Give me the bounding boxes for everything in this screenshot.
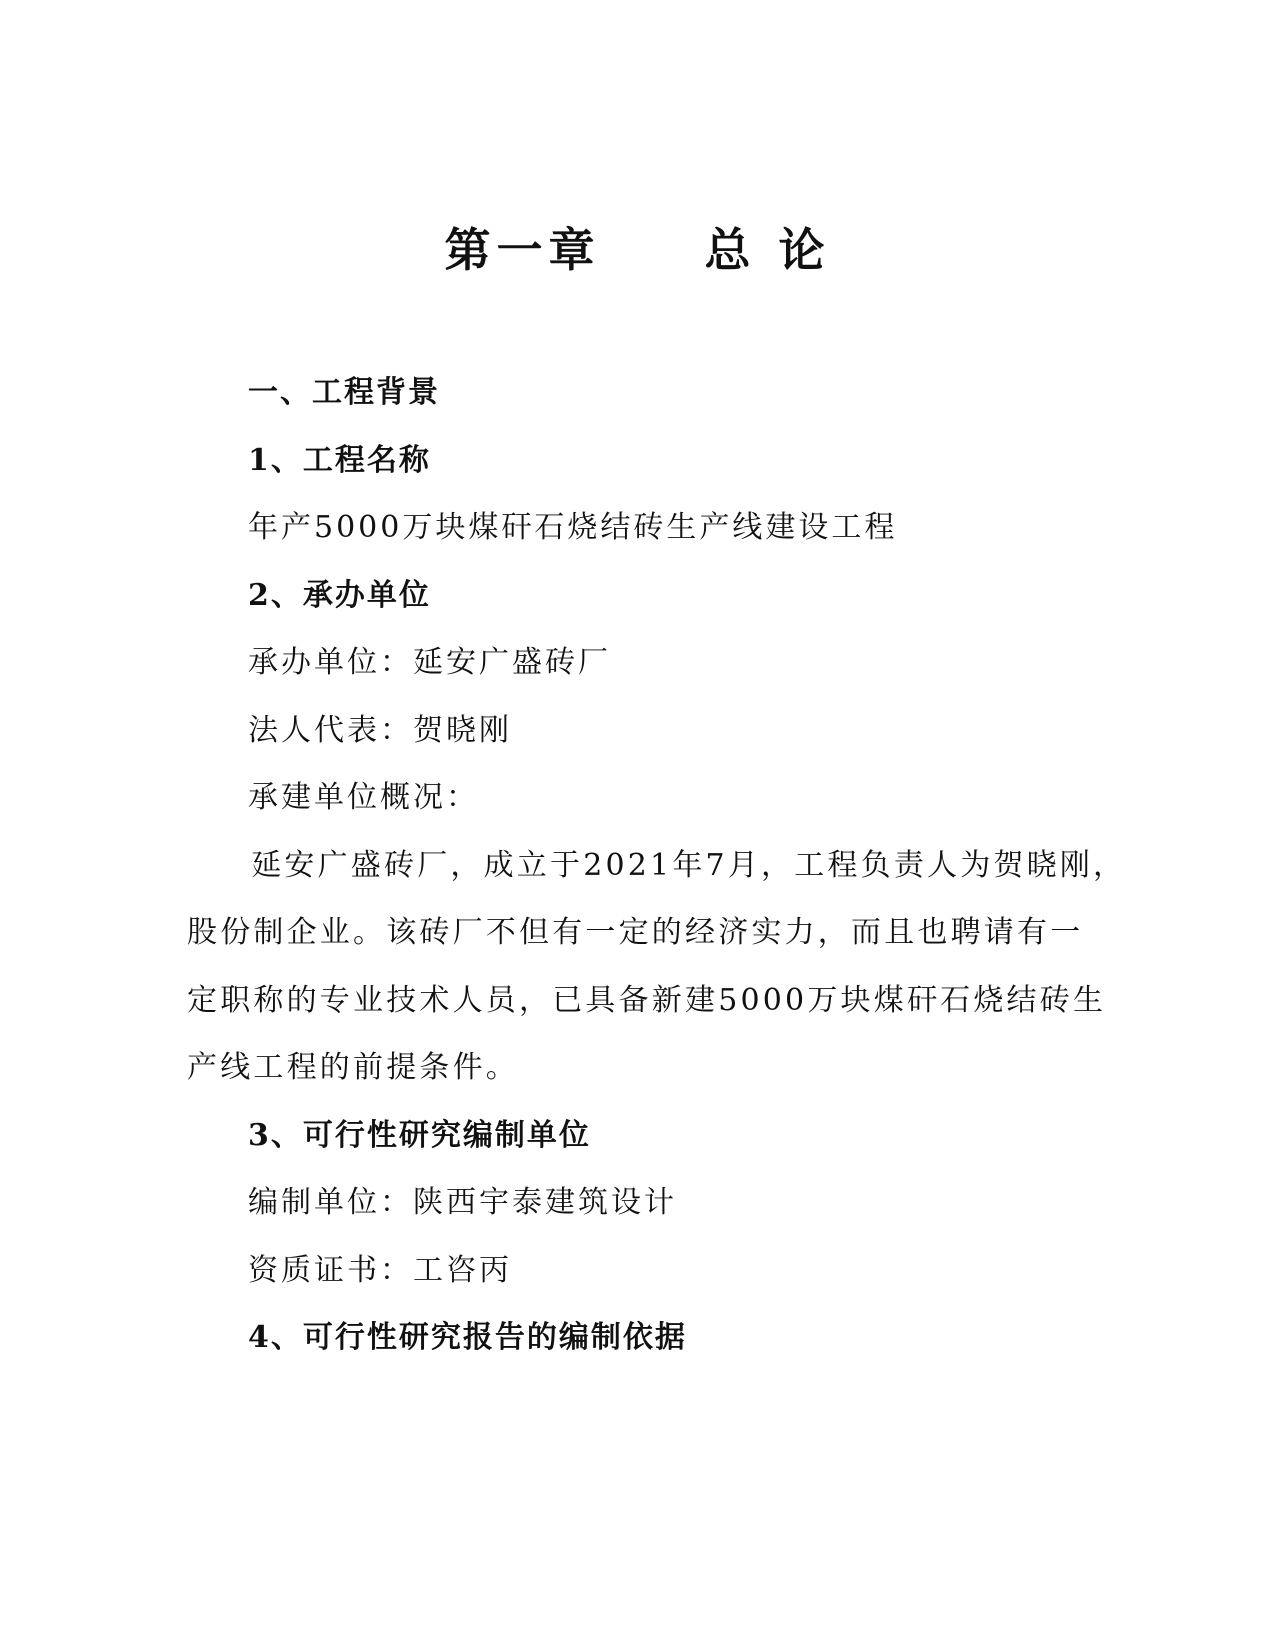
item-heading-project-name: 1、工程名称 xyxy=(248,443,431,478)
project-name-text: 年产5000万块煤矸石烧结砖生产线建设工程 xyxy=(248,510,898,545)
chapter-title: 第一章 总 论 xyxy=(444,223,831,277)
compiler-unit-text: 编制单位：陕西宇泰建筑设计 xyxy=(248,1185,677,1220)
item-heading-host-unit: 2、承办单位 xyxy=(248,578,431,613)
host-unit-text: 承办单位：延安广盛砖厂 xyxy=(248,645,611,680)
legal-representative-text: 法人代表：贺晓刚 xyxy=(248,713,512,748)
paragraph-line: 定职称的专业技术人员，已具备新建5000万块煤矸石烧结砖生 xyxy=(187,983,1107,1018)
paragraph-line: 产线工程的前提条件。 xyxy=(187,1050,519,1085)
qualification-certificate-text: 资质证书：工咨丙 xyxy=(248,1253,512,1288)
overview-label: 承建单位概况： xyxy=(248,780,479,815)
item-heading-compiler-unit: 3、可行性研究编制单位 xyxy=(248,1118,591,1153)
section-heading-project-background: 一、工程背景 xyxy=(248,375,440,410)
paragraph-line: 股份制企业。该砖厂不但有一定的经济实力，而且也聘请有一 xyxy=(187,915,1084,950)
paragraph-line: 延安广盛砖厂，成立于2021年7月，工程负责人为贺晓刚， xyxy=(218,848,1127,883)
item-heading-compilation-basis: 4、可行性研究报告的编制依据 xyxy=(248,1320,687,1355)
